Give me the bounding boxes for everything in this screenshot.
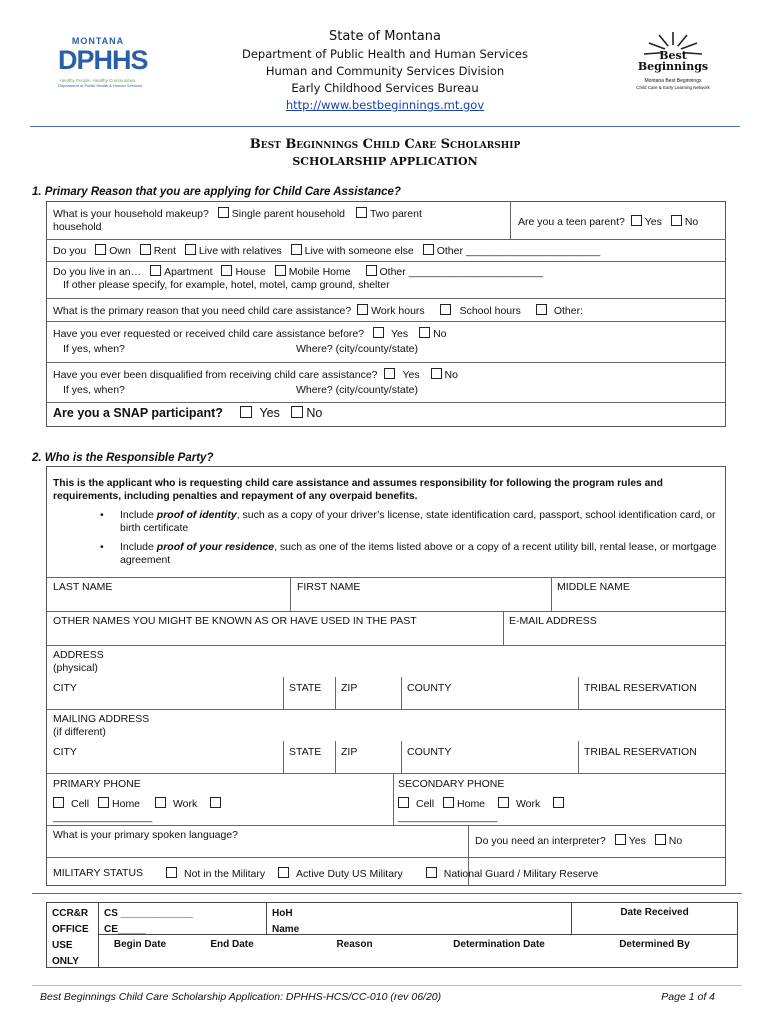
primary-home-label: Home — [112, 798, 141, 810]
end-date-header: End Date — [210, 939, 254, 950]
bullet-dot-icon: • — [100, 541, 104, 553]
secondary-home-label: Home — [457, 798, 486, 810]
housing-other-label: Other — [436, 245, 463, 257]
begin-date-header: Begin Date — [113, 939, 167, 950]
requested-where-label: Where? (city/county/state) — [296, 343, 418, 355]
city-field[interactable]: CITY — [53, 682, 77, 694]
reason-other-label: Other: — [553, 305, 583, 317]
live-relatives-label: Live with relatives — [198, 245, 282, 257]
household-question: What is your household makeup? — [53, 208, 209, 220]
snap-no-checkbox[interactable] — [291, 406, 303, 418]
state-field[interactable]: STATE — [289, 682, 322, 694]
active-duty-label: Active Duty US Military — [296, 868, 403, 880]
requested-no-label: No — [433, 328, 447, 340]
primary-home-checkbox[interactable] — [98, 797, 109, 808]
apartment-checkbox[interactable] — [150, 265, 161, 276]
logo-main-text: DPHHS — [58, 45, 148, 75]
disqualified-no-label: No — [444, 369, 458, 381]
single-parent-checkbox[interactable] — [218, 207, 229, 218]
mailing-zip-field[interactable]: ZIP — [341, 746, 358, 758]
teen-yes-label: Yes — [644, 216, 662, 228]
primary-other-checkbox[interactable] — [210, 797, 221, 808]
determined-by-header: Determined By — [619, 939, 690, 950]
mailing-address-field[interactable]: MAILING ADDRESS (if different) — [53, 713, 150, 738]
work-hours-label: Work hours — [371, 305, 425, 317]
live-someone-label: Live with someone else — [304, 245, 414, 257]
interpreter-no-checkbox[interactable] — [655, 834, 666, 845]
primary-cell-checkbox[interactable] — [53, 797, 64, 808]
requested-yes-label: Yes — [391, 328, 409, 340]
logo-sub-text-2: Child Care & Early Learning Network — [636, 85, 710, 90]
zip-field[interactable]: ZIP — [341, 682, 358, 694]
dwelling-other-label: Other — [379, 266, 406, 278]
reason-header: Reason — [336, 939, 373, 950]
military-status-label: MILITARY STATUS — [53, 867, 144, 879]
teen-no-label: No — [684, 216, 699, 228]
mailing-tribal-field[interactable]: TRIBAL RESERVATION — [584, 746, 697, 758]
secondary-work-checkbox[interactable] — [498, 797, 509, 808]
primary-reason-question: What is the primary reason that you need child care assistance? — [53, 305, 352, 317]
footer-page-number: Page 1 of 4 — [661, 991, 715, 1003]
secondary-phone-label: SECONDARY PHONE — [398, 778, 505, 790]
housing-other-field[interactable]: _______________________ — [465, 245, 601, 257]
interpreter-no-label: No — [668, 835, 683, 847]
header-rule — [30, 126, 740, 127]
mailing-city-field[interactable]: CITY — [53, 746, 77, 758]
own-checkbox[interactable] — [95, 244, 106, 255]
secondary-cell-label: Cell — [416, 798, 435, 810]
first-name-field[interactable]: FIRST NAME — [297, 581, 361, 593]
two-parent-label: Two parent — [369, 208, 422, 220]
disqualified-where-label: Where? (city/county/state) — [296, 384, 418, 396]
footer-form-id: Best Beginnings Child Care Scholarship Application: DPHHS-HCS/CC-010 (rev 06/20) — [40, 991, 442, 1003]
requested-question: Have you ever requested or received child care assistance before? — [53, 328, 365, 340]
disqualified-when-label: If yes, when? — [63, 384, 125, 396]
live-relatives-checkbox[interactable] — [185, 244, 196, 255]
disqualified-yes-checkbox[interactable] — [384, 368, 395, 379]
snap-no-label: No — [306, 406, 323, 420]
header-state: State of Montana — [329, 29, 441, 44]
mobile-home-label: Mobile Home — [288, 266, 351, 278]
work-hours-checkbox[interactable] — [357, 304, 368, 315]
snap-yes-label: Yes — [259, 406, 280, 420]
rent-checkbox[interactable] — [140, 244, 151, 255]
reason-other-checkbox[interactable] — [536, 304, 547, 315]
middle-name-field[interactable]: MIDDLE NAME — [557, 581, 630, 593]
snap-yes-checkbox[interactable] — [240, 406, 252, 418]
bullet-dot-icon: • — [100, 509, 104, 521]
logo-top-text: MONTANA — [71, 36, 125, 46]
house-checkbox[interactable] — [221, 265, 232, 276]
secondary-cell-checkbox[interactable] — [398, 797, 409, 808]
hoh-name-label: Name — [272, 924, 300, 935]
teen-no-checkbox[interactable] — [671, 215, 682, 226]
school-hours-label: School hours — [459, 305, 521, 317]
logo-tagline: Healthy People. Healthy Communities. — [59, 78, 137, 83]
other-specify-hint: If other please specify, for example, hotel, motel, camp ground, shelter — [63, 279, 390, 291]
active-duty-checkbox[interactable] — [278, 867, 289, 878]
office-use-label: CCR&R OFFICE USE ONLY — [52, 908, 89, 967]
housing-other-checkbox[interactable] — [423, 244, 434, 255]
responsible-party-intro: This is the applicant who is requesting child care assistance and assumes responsibility for following the program rules and requirements, including penalties and repayment of any overpaid benefits. — [53, 478, 663, 502]
primary-work-label: Work — [172, 798, 198, 810]
interpreter-question: Do you need an interpreter? — [475, 835, 606, 847]
single-parent-label: Single parent household — [231, 208, 346, 220]
live-in-label: Do you live in an… — [53, 266, 142, 278]
date-received-header: Date Received — [620, 907, 689, 918]
dwelling-other-checkbox[interactable] — [366, 265, 377, 276]
primary-cell-label: Cell — [71, 798, 90, 810]
live-someone-checkbox[interactable] — [291, 244, 302, 255]
secondary-home-checkbox[interactable] — [443, 797, 454, 808]
county-field[interactable]: COUNTY — [407, 682, 452, 694]
interpreter-yes-checkbox[interactable] — [615, 834, 626, 845]
household-word: household — [53, 221, 102, 233]
teen-yes-checkbox[interactable] — [631, 215, 642, 226]
snap-question: Are you a SNAP participant? — [53, 406, 223, 420]
physical-address-field[interactable]: ADDRESS (physical) — [53, 649, 104, 674]
house-label: House — [235, 266, 266, 278]
mobile-home-checkbox[interactable] — [275, 265, 286, 276]
section1-title: 1. Primary Reason that you are applying for Child Care Assistance? — [32, 186, 401, 198]
header-division: Human and Community Services Division — [265, 64, 505, 78]
secondary-phone-field[interactable]: _________________ — [398, 811, 498, 823]
tribal-reservation-field[interactable]: TRIBAL RESERVATION — [584, 682, 697, 694]
logo-sub-text: Montana Best Beginnings — [644, 78, 702, 84]
secondary-other-checkbox[interactable] — [553, 797, 564, 808]
disqualified-question: Have you ever been disqualified from receiving child care assistance? — [53, 369, 378, 381]
not-military-checkbox[interactable] — [166, 867, 177, 878]
hoh-label: HoH — [272, 908, 293, 919]
section2-title: 2. Who is the Responsible Party? — [32, 452, 214, 464]
form-title: Best Beginnings Child Care Scholarship — [249, 137, 521, 152]
interpreter-yes-label: Yes — [628, 835, 646, 847]
header-website-link[interactable]: http://www.bestbeginnings.mt.gov — [285, 98, 485, 112]
primary-phone-label: PRIMARY PHONE — [53, 778, 141, 790]
bullet-residence: Include proof of your residence, such as one of the items listed above or a copy of a recent utility bill, rental lease, or mortgage agreement — [120, 541, 717, 566]
do-you-label: Do you — [53, 245, 87, 257]
own-label: Own — [109, 245, 131, 257]
header-bureau: Early Childhood Services Bureau — [291, 81, 479, 95]
header-department: Department of Public Health and Human Services — [241, 47, 528, 61]
email-field[interactable]: E-MAIL ADDRESS — [509, 615, 597, 627]
ce-field[interactable]: CE_____ — [104, 924, 146, 935]
last-name-field[interactable]: LAST NAME — [53, 581, 113, 593]
national-guard-checkbox[interactable] — [426, 867, 437, 878]
other-names-field[interactable]: OTHER NAMES YOU MIGHT BE KNOWN AS OR HAVE USED IN THE PAST — [53, 615, 417, 627]
logo-best-beginnings-text: Best Beginnings — [637, 49, 709, 73]
apartment-label: Apartment — [164, 266, 213, 278]
logo-tagline-2: Department of Public Health & Human Services — [58, 83, 143, 88]
requested-no-checkbox[interactable] — [419, 327, 430, 338]
secondary-work-label: Work — [515, 798, 541, 810]
disqualified-no-checkbox[interactable] — [431, 368, 442, 379]
primary-work-checkbox[interactable] — [155, 797, 166, 808]
two-parent-checkbox[interactable] — [356, 207, 367, 218]
requested-when-label: If yes, when? — [63, 343, 125, 355]
form-subtitle: SCHOLARSHIP APPLICATION — [292, 155, 478, 168]
disqualified-yes-label: Yes — [402, 369, 420, 381]
determination-date-header: Determination Date — [453, 939, 545, 950]
primary-phone-field[interactable]: _________________ — [53, 811, 153, 823]
requested-yes-checkbox[interactable] — [373, 327, 384, 338]
section-rule — [32, 893, 742, 894]
language-question: What is your primary spoken language? — [53, 829, 239, 841]
rent-label: Rent — [153, 245, 176, 257]
mailing-county-field[interactable]: COUNTY — [407, 746, 452, 758]
school-hours-checkbox[interactable] — [440, 304, 451, 315]
teen-parent-question: Are you a teen parent? — [518, 216, 625, 228]
national-guard-label: National Guard / Military Reserve — [443, 868, 599, 880]
bullet-identity: Include proof of identity, such as a copy of your driver’s license, state identification card, passport, school identification card, or birth certificate — [120, 509, 716, 534]
mailing-state-field[interactable]: STATE — [289, 746, 322, 758]
dwelling-other-field[interactable]: _______________________ — [408, 266, 543, 278]
cs-field[interactable]: CS _____________ — [104, 908, 193, 919]
not-military-label: Not in the Military — [184, 868, 266, 880]
best-beginnings-logo — [632, 28, 714, 100]
